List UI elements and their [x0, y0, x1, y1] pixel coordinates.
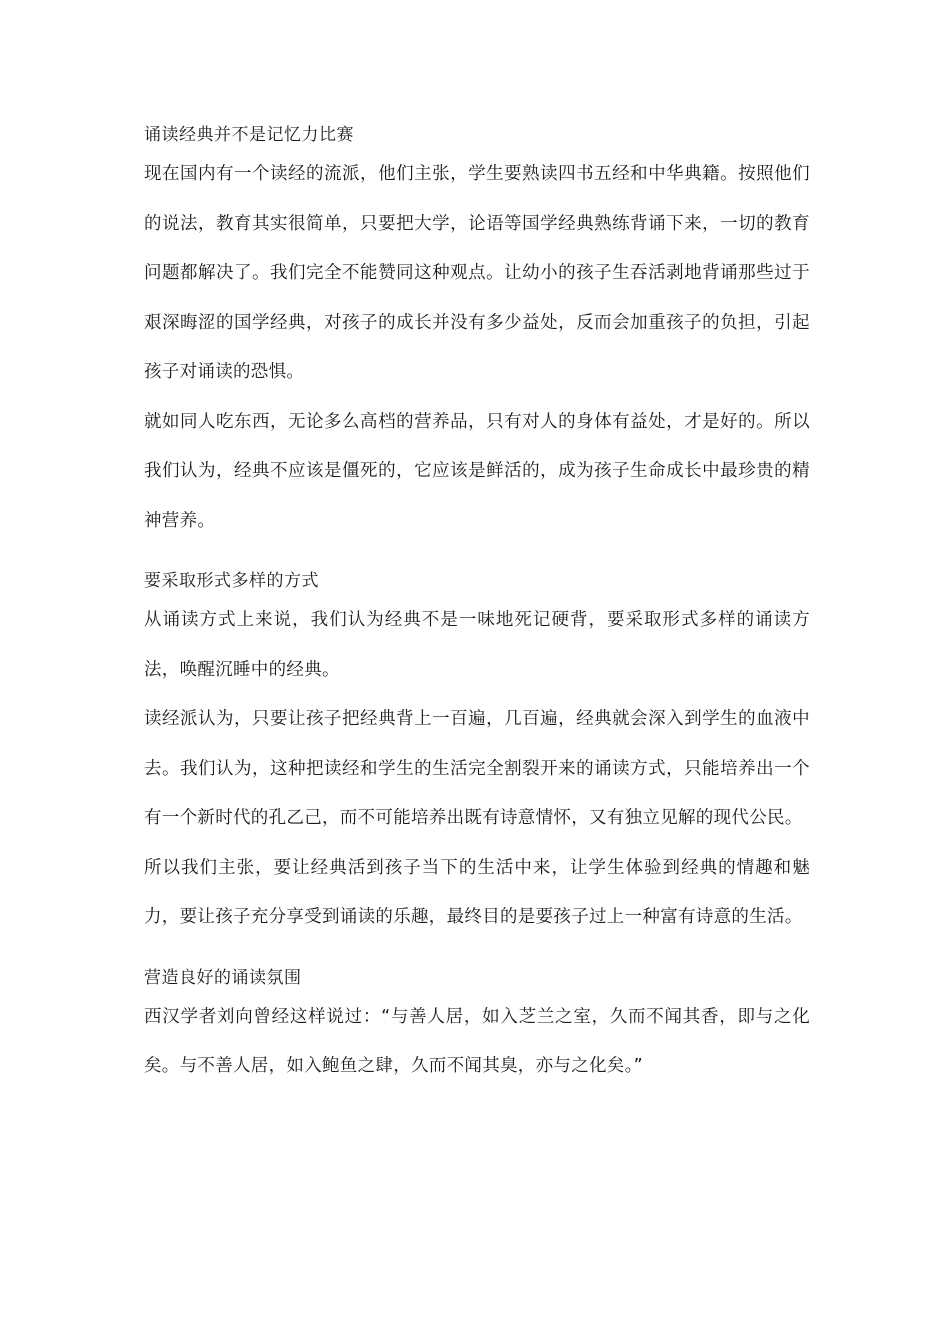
- section-diverse-methods: [144, 568, 810, 943]
- section-heading: 诵读经典并不是记忆力比赛: [144, 125, 354, 145]
- paragraph: 所以我们主张，要让经典活到孩子当下的生活中来，让学生体验到经典的情趣和魅力，要让孩子充分享受到诵读的乐趣，最终目的是要孩子过上一种富有诗意的生活。: [144, 857, 810, 927]
- section-reading-atmosphere: [144, 965, 810, 1092]
- paragraph: 读经派认为，只要让孩子把经典背上一百遍，几百遍，经典就会深入到学生的血液中去。我们认为，这种把读经和学生的生活完全割裂开来的诵读方式，只能培养出一个有一个新时代的孔乙己，而不可能培养出既有诗意情怀，又有独立见解的现代公民。: [144, 709, 810, 828]
- paragraph: 西汉学者刘向曾经这样说过：“与善人居，如入芝兰之室，久而不闻其香，即与之化矣。与不善人居，如入鲍鱼之肆，久而不闻其臭，亦与之化矣。”: [144, 1006, 810, 1076]
- paragraph: 就如同人吃东西，无论多么高档的营养品，只有对人的身体有益处，才是好的。所以我们认为，经典不应该是僵死的，它应该是鲜活的，成为孩子生命成长中最珍贵的精神营养。: [144, 411, 810, 531]
- paragraph: 从诵读方式上来说，我们认为经典不是一味地死记硬背，要采取形式多样的诵读方法，唤醒沉睡中的经典。: [144, 610, 810, 680]
- section-heading: 营造良好的诵读氛围: [144, 967, 302, 988]
- section-recitation-not-memory-contest: [144, 122, 810, 546]
- document-body: [144, 122, 810, 1092]
- paragraph: 现在国内有一个读经的流派，他们主张，学生要熟读四书五经和中华典籍。按照他们的说法，教育其实很简单，只要把大学，论语等国学经典熟练背诵下来，一切的教育问题都解决了。我们完全不能赞同这种观点。让幼小的孩子生吞活剥地背诵那些过于艰深晦涩的国学经典，对孩子的成长并没有多少益处，反而会加重孩子的负担，引起孩子对诵读的恐惧。: [144, 164, 810, 382]
- section-heading: 要采取形式多样的方式: [144, 571, 319, 591]
